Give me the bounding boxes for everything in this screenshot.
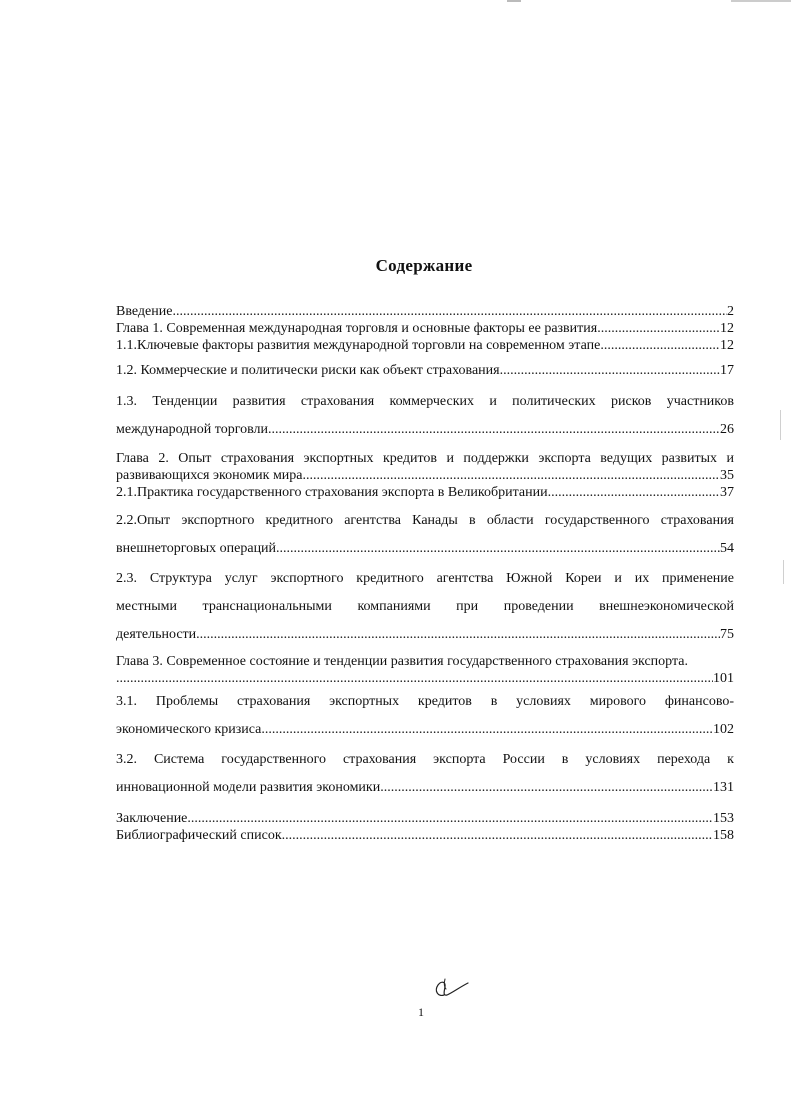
toc-page-number: 35 bbox=[720, 468, 734, 483]
toc-page-number: 2 bbox=[727, 304, 734, 319]
toc-entry-text-continued: инновационной модели развития экономики. bbox=[116, 780, 384, 795]
dot-leader bbox=[384, 774, 713, 802]
dot-leader bbox=[265, 716, 713, 744]
toc-page-number: 17 bbox=[720, 363, 734, 378]
toc-page-number: 12 bbox=[720, 321, 734, 336]
toc-entry-text-continued: деятельности. bbox=[116, 627, 200, 642]
toc-entry-text: 3.1. Проблемы страхования экспортных кредитов в условиях мирового финансово- bbox=[116, 694, 734, 709]
dot-leader bbox=[272, 416, 720, 444]
dot-leader bbox=[285, 827, 713, 844]
dot-leader bbox=[601, 320, 720, 337]
toc-entry-text: Библиографический список. bbox=[116, 828, 286, 843]
toc-entry-section-1-1 bbox=[116, 337, 734, 354]
signature-stroke bbox=[436, 982, 468, 995]
table-of-contents bbox=[116, 303, 734, 844]
toc-entry-section-1-2 bbox=[116, 357, 734, 385]
toc-entry-text: Глава 3. Современное состояние и тенденции развития государственного страхования экспорта. bbox=[116, 654, 688, 669]
toc-entry-text: 1.3. Тенденции развития страхования коммерческих и политических рисков участников bbox=[116, 394, 734, 409]
page-title: Содержание bbox=[375, 256, 473, 275]
scan-artifact bbox=[780, 410, 781, 440]
toc-entry-text: 2.2.Опыт экспортного кредитного агентства Канады в области государственного страхования bbox=[116, 513, 734, 528]
toc-entry-section-3-2 bbox=[116, 746, 734, 802]
toc-page-number: 102 bbox=[713, 722, 734, 737]
handwritten-signature bbox=[430, 975, 474, 1003]
toc-entry-text: 3.2. Система государственного страхования экспорта России в условиях перехода к bbox=[116, 752, 734, 767]
scan-artifact bbox=[731, 0, 791, 2]
toc-entry-text: 2.1.Практика государственного страхования экспорта в Великобритании. bbox=[116, 485, 552, 500]
toc-page-number: 75 bbox=[720, 627, 734, 642]
toc-page-number: 131 bbox=[713, 780, 734, 795]
dot-leader bbox=[200, 621, 720, 649]
page-number: 1 bbox=[418, 1005, 424, 1019]
scan-artifact bbox=[783, 560, 784, 584]
toc-entry-section-2-3 bbox=[116, 565, 734, 649]
toc-entry-text: 2.3. Структура услуг экспортного кредитного агентства Южной Кореи и их применение bbox=[116, 571, 734, 586]
toc-page-number: 153 bbox=[713, 811, 734, 826]
toc-entry-conclusion bbox=[116, 810, 734, 827]
toc-entry-section-3-1 bbox=[116, 688, 734, 744]
toc-entry-section-2-2 bbox=[116, 507, 734, 563]
toc-entry-text: Введение bbox=[116, 304, 173, 319]
dot-leader bbox=[172, 303, 727, 320]
toc-entry-chapter-1 bbox=[116, 320, 734, 337]
toc-page-number: 101 bbox=[713, 671, 734, 686]
toc-entry-text-continued: внешнеторговых операций. bbox=[116, 541, 280, 556]
dot-leader bbox=[280, 535, 720, 563]
toc-entry-text-continued: международной торговли. bbox=[116, 422, 272, 437]
toc-entry-text-continued: экономического кризиса. bbox=[116, 722, 265, 737]
toc-entry-section-1-3 bbox=[116, 388, 734, 444]
toc-entry-text-continued: развивающихся экономик мира. bbox=[116, 468, 307, 483]
toc-entry-text: 1.2. Коммерческие и политически риски как объект страхования. bbox=[116, 363, 504, 378]
toc-entry-chapter-2 bbox=[116, 450, 734, 484]
toc-page-number: 12 bbox=[720, 338, 734, 353]
toc-entry-text-continued: местными транснациональными компаниями при проведении внешнеэкономической bbox=[116, 599, 734, 614]
dot-leader bbox=[116, 670, 713, 687]
dot-leader bbox=[306, 467, 720, 484]
dot-leader bbox=[551, 484, 720, 501]
toc-entry-bibliography bbox=[116, 827, 734, 844]
toc-entry-section-2-1 bbox=[116, 484, 734, 501]
scan-artifact bbox=[507, 0, 521, 2]
toc-page-number: 26 bbox=[720, 422, 734, 437]
dot-leader bbox=[503, 357, 720, 385]
toc-entry-text: Заключение bbox=[116, 811, 188, 826]
toc-entry-text: Глава 2. Опыт страхования экспортных кредитов и поддержки экспорта ведущих развитых и bbox=[116, 451, 734, 466]
toc-entry-text: Глава 1. Современная международная торговля и основные факторы ее развития. bbox=[116, 321, 601, 336]
toc-entry-chapter-3 bbox=[116, 653, 734, 687]
toc-page-number: 37 bbox=[720, 485, 734, 500]
toc-entry-introduction bbox=[116, 303, 734, 320]
dot-leader bbox=[604, 337, 720, 354]
dot-leader bbox=[187, 810, 713, 827]
toc-page-number: 54 bbox=[720, 541, 734, 556]
toc-entry-text: 1.1.Ключевые факторы развития международной торговли на современном этапе. bbox=[116, 338, 604, 353]
toc-page-number: 158 bbox=[713, 828, 734, 843]
